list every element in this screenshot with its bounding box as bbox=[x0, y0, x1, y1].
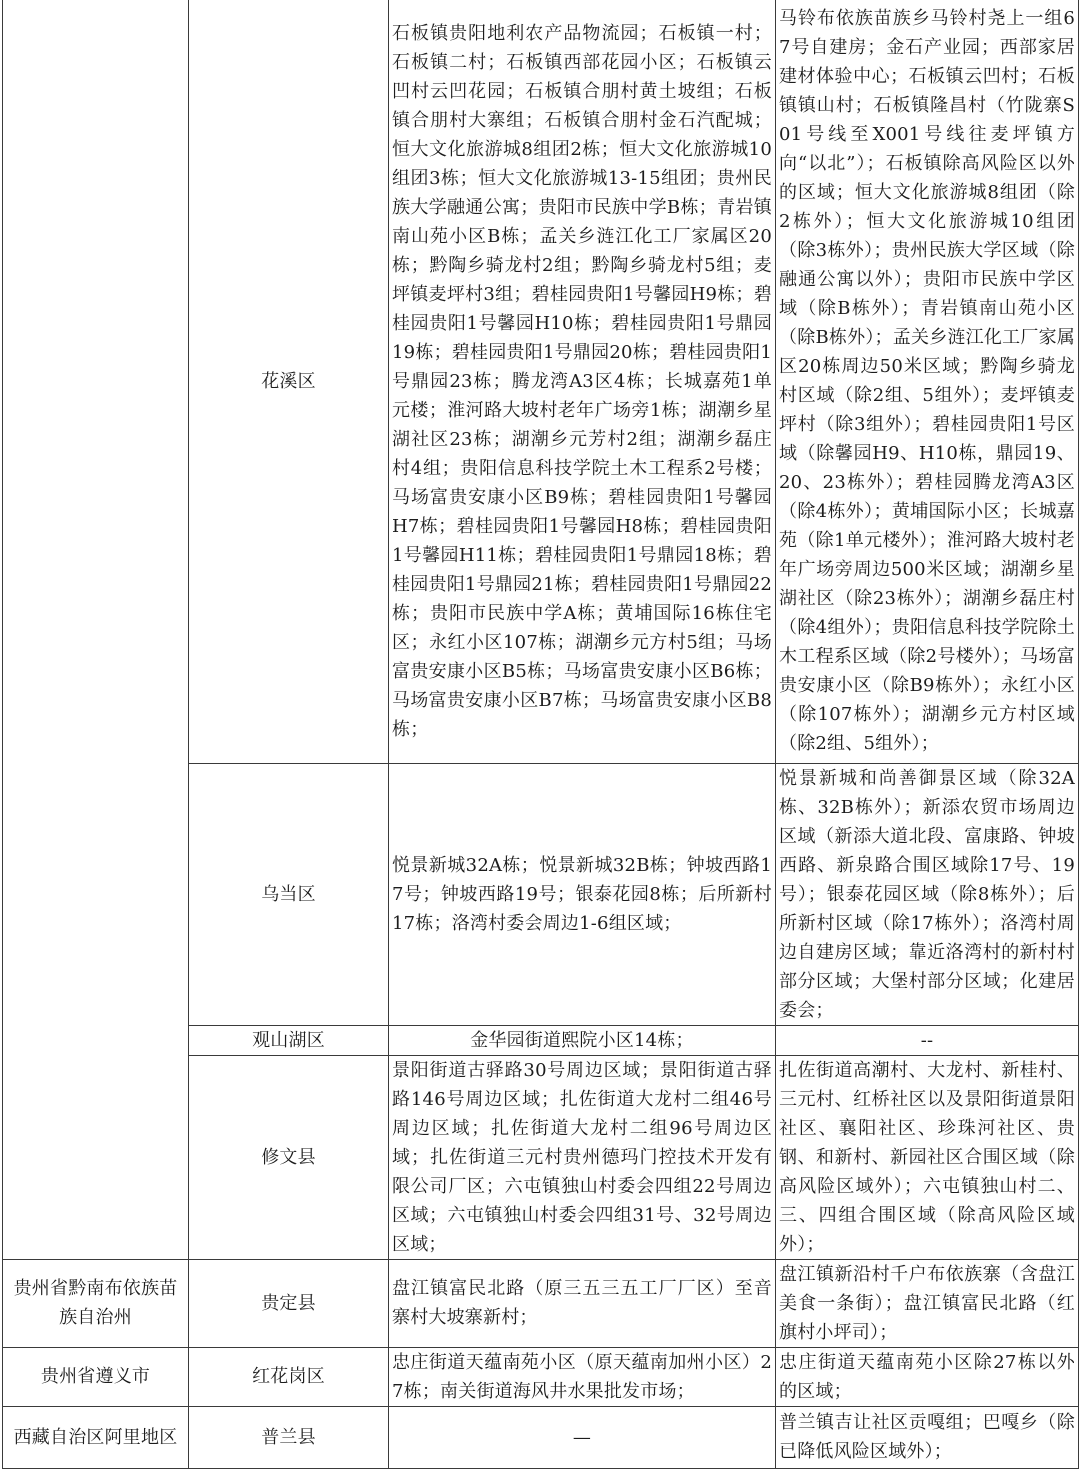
low-risk-cell: 扎佐街道高潮村、大龙村、新桂村、三元村、红桥社区以及景阳街道景阳社区、襄阳社区、珍珠河社区、贵钢、和新村、新园社区合围区域（除高风险区域外）；六屯镇独山村二、三、四组合围区域（除高风险区域外）； bbox=[776, 1055, 1079, 1259]
district-cell: 红花岗区 bbox=[189, 1347, 389, 1406]
low-risk-cell: -- bbox=[776, 1025, 1079, 1055]
table-row bbox=[3, 0, 1079, 763]
table-row bbox=[3, 1406, 1079, 1468]
table-row bbox=[3, 1259, 1079, 1347]
high-risk-cell: 盘江镇富民北路（原三五三五工厂厂区）至音寨村大坡寨新村； bbox=[389, 1259, 776, 1347]
high-risk-cell: 石板镇贵阳地利农产品物流园；石板镇一村；石板镇二村；石板镇西部花园小区；石板镇云凹村云凹花园；石板镇合朋村黄土坡组；石板镇合朋村大寨组；石板镇合朋村金石汽配城；恒大文化旅游城8组团2栋；恒大文化旅游城10组团3栋；恒大文化旅游城13-15组团；贵州民族大学融通公寓；贵阳市民族中学B栋；青岩镇南山苑小区B栋；孟关乡涟江化工厂家属区20栋；黔陶乡骑龙村2组；黔陶乡骑龙村5组；麦坪镇麦坪村3组；碧桂园贵阳1号馨园H9栋；碧桂园贵阳1号馨园H10栋；碧桂园贵阳1号鼎园19栋；碧桂园贵阳1号鼎园20栋；碧桂园贵阳1号鼎园23栋；腾龙湾A3区4栋；长城嘉苑1单元楼；淮河路大坡村老年广场旁1栋；湖潮乡星湖社区23栋；湖潮乡元芳村2组；湖潮乡磊庄村4组；贵阳信息科技学院土木工程系2号楼；马场富贵安康小区B9栋；碧桂园贵阳1号馨园H7栋；碧桂园贵阳1号馨园H8栋；碧桂园贵阳1号馨园H11栋；碧桂园贵阳1号鼎园18栋；碧桂园贵阳1号鼎园21栋；碧桂园贵阳1号鼎园22栋；贵阳市民族中学A栋；黄埔国际16栋住宅区；永红小区107栋；湖潮乡元方村5组；马场富贵安康小区B5栋；马场富贵安康小区B6栋；马场富贵安康小区B7栋；马场富贵安康小区B8栋； bbox=[389, 0, 776, 763]
high-risk-cell: 景阳街道古驿路30号周边区域；景阳街道古驿路146号周边区域；扎佐街道大龙村二组46号周边区域；扎佐街道大龙村二组96号周边区域；扎佐街道三元村贵州德玛门控技术开发有限公司厂区；六屯镇独山村委会四组22号周边区域；六屯镇独山村委会四组31号、32号周边区域； bbox=[389, 1055, 776, 1259]
high-risk-cell: — bbox=[389, 1406, 776, 1468]
low-risk-cell: 悦景新城和尚善御景区域（除32A栋、32B栋外）；新添农贸市场周边区域（新添大道北段、富康路、钟坡西路、新泉路合围区域除17号、19号）；银泰花园区域（除8栋外）；后所新村区域（除17栋外）；洛湾村周边自建房区域；靠近洛湾村的新村村部分区域；大堡村部分区域；化建居委会； bbox=[776, 763, 1079, 1025]
high-risk-cell: 悦景新城32A栋；悦景新城32B栋；钟坡西路17号；钟坡西路19号；银泰花园8栋；后所新村17栋；洛湾村委会周边1-6组区域； bbox=[389, 763, 776, 1025]
region-cell bbox=[3, 0, 189, 1259]
region-cell: 西藏自治区阿里地区 bbox=[3, 1406, 189, 1468]
low-risk-cell: 马铃布依族苗族乡马铃村尧上一组67号自建房；金石产业园；西部家居建材体验中心；石板镇云凹村；石板镇镇山村；石板镇隆昌村（竹陇寨S01号线至X001号线往麦坪镇方向“以北”）；石板镇除高风险区以外的区域；恒大文化旅游城8组团（除2栋外）；恒大文化旅游城10组团（除3栋外）；贵州民族大学区域（除融通公寓以外）；贵阳市民族中学区域（除B栋外）；青岩镇南山苑小区（除B栋外）；孟关乡涟江化工厂家属区20栋周边50米区域；黔陶乡骑龙村区域（除2组、5组外）；麦坪镇麦坪村（除3组外）；碧桂园贵阳1号区域（除馨园H9、H10栋，鼎园19、20、23栋外）；碧桂园腾龙湾A3区（除4栋外）；黄埔国际小区；长城嘉苑（除1单元楼外）；淮河路大坡村老年广场旁周边500米区域；湖潮乡星湖社区（除23栋外）；湖潮乡磊庄村（除4组外）；贵阳信息科技学院除土木工程系区域（除2号楼外）；马场富贵安康小区（除B9栋外）；永红小区（除107栋外）；湖潮乡元方村区域（除2组、5组外）； bbox=[776, 0, 1079, 763]
district-cell: 观山湖区 bbox=[189, 1025, 389, 1055]
district-cell: 贵定县 bbox=[189, 1259, 389, 1347]
low-risk-cell: 盘江镇新沿村千户布依族寨（含盘江美食一条街）；盘江镇富民北路（红旗村小坪司）； bbox=[776, 1259, 1079, 1347]
district-cell: 普兰县 bbox=[189, 1406, 389, 1468]
risk-area-table bbox=[2, 0, 1079, 1469]
high-risk-cell: 金华园街道熙院小区14栋； bbox=[389, 1025, 776, 1055]
region-cell: 贵州省黔南布依族苗族自治州 bbox=[3, 1259, 189, 1347]
table-row bbox=[3, 1347, 1079, 1406]
high-risk-cell: 忠庄街道天蕴南苑小区（原天蕴南加州小区）27栋；南关街道海风井水果批发市场； bbox=[389, 1347, 776, 1406]
low-risk-cell: 忠庄街道天蕴南苑小区除27栋以外的区域； bbox=[776, 1347, 1079, 1406]
region-cell: 贵州省遵义市 bbox=[3, 1347, 189, 1406]
district-cell: 修文县 bbox=[189, 1055, 389, 1259]
district-cell: 乌当区 bbox=[189, 763, 389, 1025]
district-cell: 花溪区 bbox=[189, 0, 389, 763]
low-risk-cell: 普兰镇吉让社区贡嘎组；巴嘎乡（除已降低风险区域外）； bbox=[776, 1406, 1079, 1468]
